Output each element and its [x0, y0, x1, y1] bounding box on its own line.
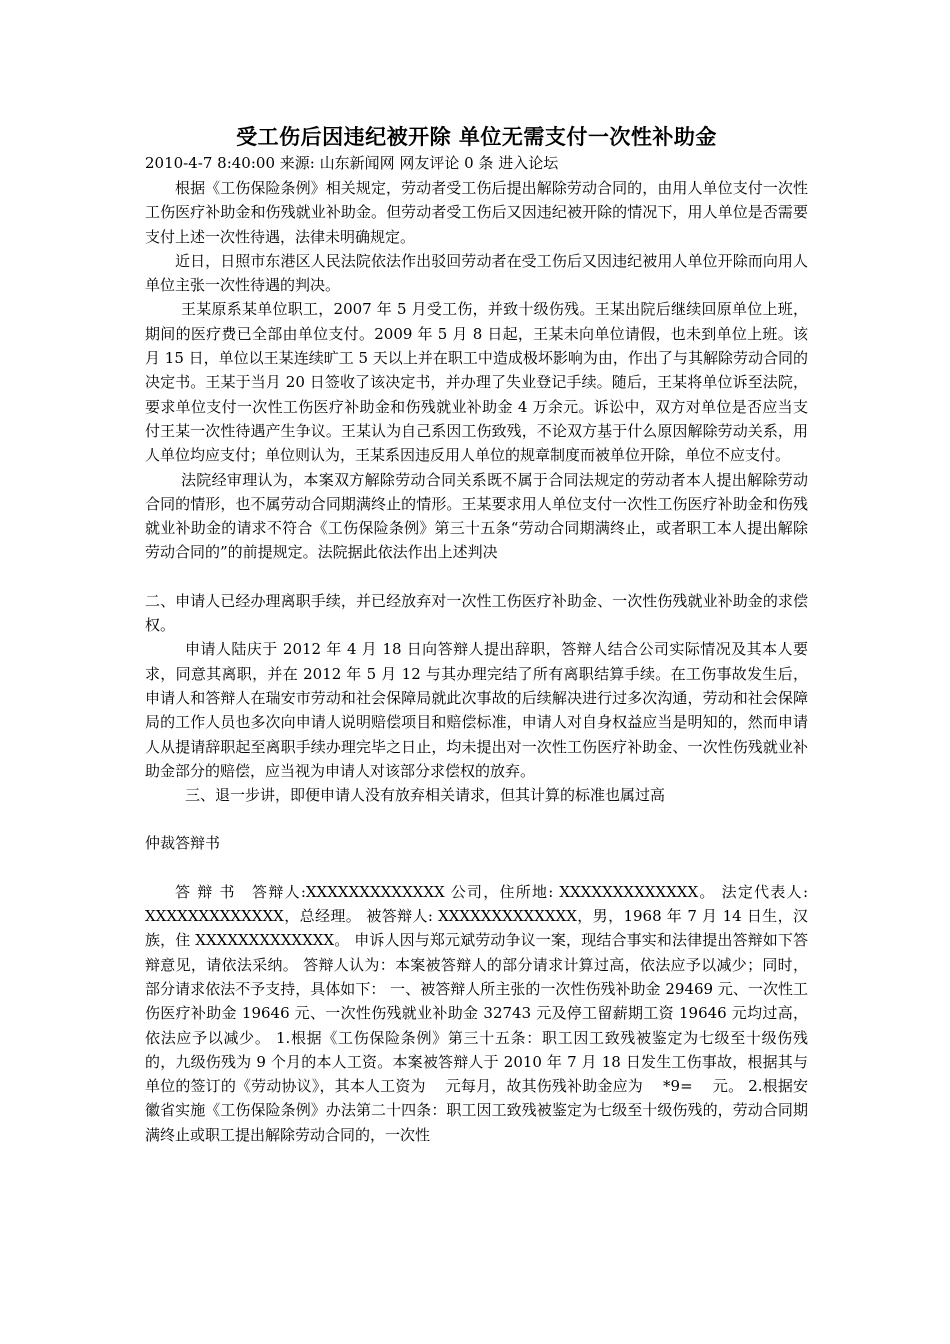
- spacer: [145, 565, 808, 589]
- paragraph-case-facts: 王某原系某单位职工，2007 年 5 月受工伤，并致十级伤残。王某出院后继续回原单位上班，期间的医疗费已全部由单位支付。2009 年 5 月 8 日起，王某未向单位请假，也未到单位上班。该月 15 日，单位以王某连续旷工 5 天以上并在职工中造成极坏影响为由，作出了与其解除劳动合同的决定书。王某于当月 20 日签收了该决定书，并办理了失业登记手续。随后，王某将单位诉至法院，要求单位支付一次性工伤医疗补助金和伤残就业补助金 4 万余元。诉讼中，双方对单位是否应当支付王某一次性待遇产生争议。王某认为自己系因工伤致残，不论双方基于什么原因解除劳动关系，用人单位均应支付；单位则认为，王某系因违反用人单位的规章制度而被单位开除，单位不应支付。: [145, 300, 808, 465]
- paragraph-defense-body: 答 辩 书 答辩人:XXXXXXXXXXXXX 公司，住所地: XXXXXXXXXXXXX。 法定代表人: XXXXXXXXXXXXX，总经理。 被答辩人: XXXXXXXXXXXXX，男，1968 年 7 月 14 日生，汉族，住 XXXXXXXXXXXXX。 申诉人因与郑元斌劳动争议一案，现结合事实和法律提出答辩如下答辩意见，请依法采纳。 答辩人认为：本案被答辩人的部分请求计算过高，依法应予以减少；同时，部分请求依法不予支持，具体如下： 一、被答辩人所主张的一次性伤残补助金 29469 元、一次性工伤医疗补助金 19646 元、一次性伤残就业补助金 32743 元及停工留薪期工资 19646 元均过高，依法应予以减少。 1.根据《工伤保险条例》第三十五条：职工因工致残被鉴定为七级至十级伤残的，九级伤残为 9 个月的本人工资。本案被答辩人于 2010 年 7 月 18 日发生工伤事故，根据其与单位的签订的《劳动协议》，其本人工资为 元每月，故其伤残补助金应为 *9= 元。 2.根据安徽省实施《工伤保险条例》办法第二十四条：职工因工致残被鉴定为七级至十级伤残的，劳动合同期满终止或职工提出解除劳动合同的，一次性: [145, 882, 808, 1144]
- spacer: [145, 856, 808, 880]
- paragraph-court-opinion: 法院经审理认为，本案双方解除劳动合同关系既不属于合同法规定的劳动者本人提出解除劳动合同的情形，也不属劳动合同期满终止的情形。王某要求用人单位支付一次性工伤医疗补助金和伤残就业补助金的请求不符合《工伤保险条例》第三十五条“劳动合同期满终止，或者职工本人提出解除劳动合同的”的前提规定。法院据此依法作出上述判决: [145, 470, 808, 562]
- paragraph-intro: 根据《工伤保险条例》相关规定，劳动者受工伤后提出解除劳动合同的，由用人单位支付一次性工伤医疗补助金和伤残就业补助金。但劳动者受工伤后又因违纪被开除的情况下，用人单位是否需要支付上述一次性待遇，法律未明确规定。: [145, 179, 808, 246]
- paragraph-point-two: 二、申请人已经办理离职手续，并已经放弃对一次性工伤医疗补助金、一次性伤残就业补助金的求偿权。: [145, 591, 808, 635]
- paragraph-court-ruling: 近日，日照市东港区人民法院依法作出驳回劳动者在受工伤后又因违纪被用人单位开除而向用人单位主张一次性待遇的判决。: [145, 251, 808, 295]
- article-title: 受工伤后因违纪被开除 单位无需支付一次性补助金: [236, 124, 717, 149]
- document-page: [145, 122, 808, 1147]
- paragraph-point-three: 三、退一步讲，即便申请人没有放弃相关请求，但其计算的标准也属过高: [185, 786, 666, 805]
- heading-arbitration-defense: 仲裁答辩书: [145, 834, 221, 853]
- article-meta: 2010-4-7 8:40:00 来源: 山东新闻网 网友评论 0 条 进入论坛: [145, 154, 559, 172]
- spacer: [145, 807, 808, 831]
- paragraph-resignation: 申请人陆庆于 2012 年 4 月 18 日向答辩人提出辞职，答辩人结合公司实际情况及其本人要求，同意其离职，并在 2012 年 5 月 12 与其办理完结了所有离职结算手续。在工伤事故发生后，申请人和答辩人在瑞安市劳动和社会保障局就此次事故的后续解决进行过多次沟通，劳动和社会保障局的工作人员也多次向申请人说明赔偿项目和赔偿标准，申请人对自身权益应当是明知的，然而申请人从提请辞职起至离职手续办理完毕之日止，均未提出对一次性工伤医疗补助金、一次性伤残就业补助金部分的赔偿，应当视为申请人对该部分求偿权的放弃。: [145, 640, 808, 780]
